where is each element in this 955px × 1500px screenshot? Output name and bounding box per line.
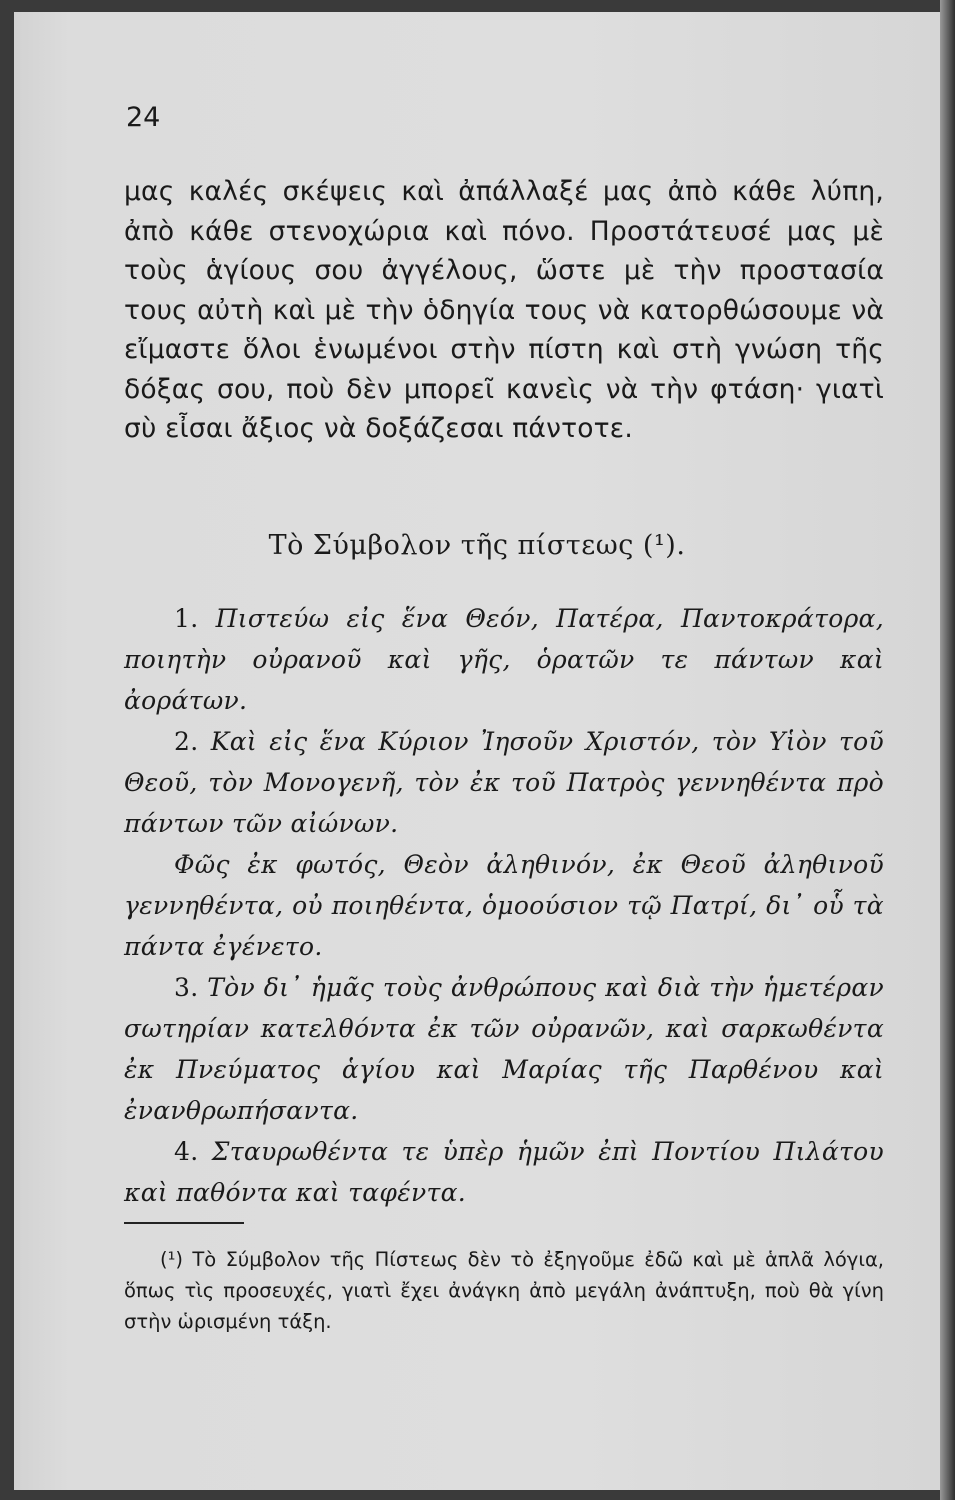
article-number: 3. [174,973,199,1002]
article-number: 4. [174,1137,199,1166]
article-text: Πιστεύω εἰς ἕνα Θεόν, Πατέρα, Παντοκράτορα, ποιητὴν οὐρανοῦ καὶ γῆς, ὁρατῶν τε πάντων καὶ ἀοράτων. [124,604,884,715]
creed-article [124,721,884,844]
book-page [14,12,940,1490]
article-text: Φῶς ἐκ φωτός, Θεὸν ἀληθινόν, ἐκ Θεοῦ ἀληθινοῦ γεννηθέντα, οὐ ποιηθέντα, ὁμοούσιον τῷ Πατρί, δι᾿ οὗ τὰ πάντα ἐγένετο. [124,850,884,961]
article-number: 1. [174,604,199,633]
article-number: 2. [174,727,199,756]
section-title: Τὸ Σύμβολον τῆς πίστεως (¹). [268,530,686,561]
article-text: Τὸν δι᾿ ἡμᾶς τοὺς ἀνθρώπους καὶ διὰ τὴν ἡμετέραν σωτηρίαν κατελθόντα ἐκ τῶν οὐρανῶν, καὶ σαρκωθέντα ἐκ Πνεύματος ἁγίου καὶ Μαρίας τῆς Παρθένου καὶ ἐνανθρωπήσαντα. [124,973,884,1125]
creed-article [124,967,884,1131]
prayer-paragraph: μας καλές σκέψεις καὶ ἀπάλλαξέ μας ἀπὸ κάθε λύπη, ἀπὸ κάθε στενοχώρια καὶ πόνο. Προστάτευσέ μας μὲ τοὺς ἁγίους σου ἀγγέλους, ὥστε μὲ τὴν προστασία τους αὐτὴ καὶ μὲ τὴν ὁδηγία τους νὰ κατορθώσουμε νὰ εἴμαστε ὅλοι ἑνωμένοι στὴν πίστη καὶ στὴ γνώση τῆς δόξας σου, ποὺ δὲν μπορεῖ κανεὶς νὰ τὴν φτάση· γιατὶ σὺ εἶσαι ἄξιος νὰ δοξάζεσαι πάντοτε. [124,176,884,444]
creed-article [124,844,884,967]
creed-text [124,598,884,1213]
article-text: Καὶ εἰς ἕνα Κύριον Ἰησοῦν Χριστόν, τὸν Υἱὸν τοῦ Θεοῦ, τὸν Μονογενῆ, τὸν ἐκ τοῦ Πατρὸς γεννηθέντα πρὸ πάντων τῶν αἰώνων. [124,727,884,838]
book-spine-edge [940,0,955,1500]
creed-article [124,598,884,721]
creed-article [124,1131,884,1213]
article-text: Σταυρωθέντα τε ὑπὲρ ἡμῶν ἐπὶ Ποντίου Πιλάτου καὶ παθόντα καὶ ταφέντα. [124,1137,885,1207]
footnote: (¹) Τὸ Σύμβολον τῆς Πίστεως δὲν τὸ ἐξηγοῦμε ἐδῶ καὶ μὲ ἁπλᾶ λόγια, ὅπως τὶς προσευχές, γιατὶ ἔχει ἀνάγκη ἀπὸ μεγάλη ἀνάπτυξη, ποὺ θὰ γίνη στὴν ὡρισμένη τάξη. [124,1248,884,1333]
footnote-divider [124,1222,244,1224]
page-number: 24 [126,102,161,133]
